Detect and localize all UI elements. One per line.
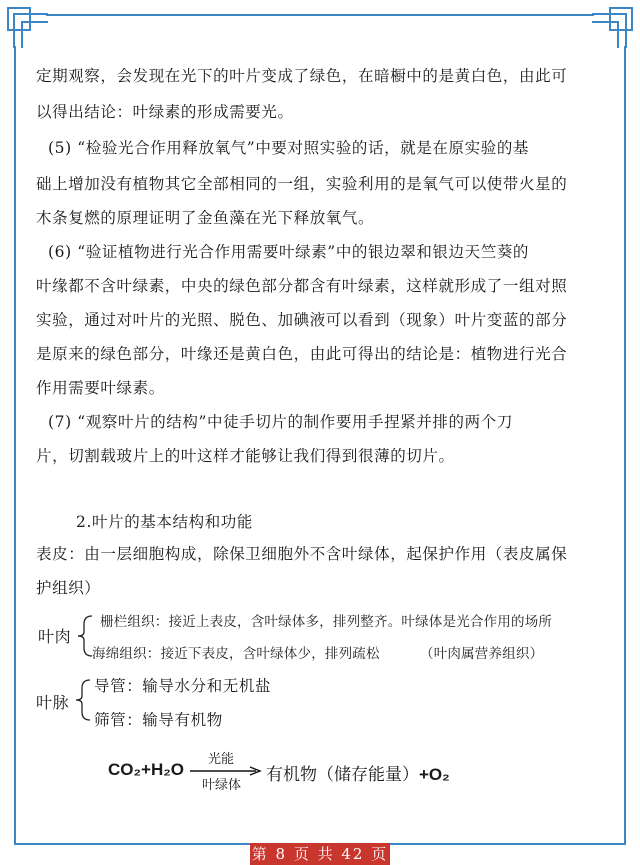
epidermis-line: 护组织） [36,579,101,597]
text-line: (6) “验证植物进行光合作用需要叶绿素”中的银边翠和银边天竺葵的 [48,243,530,261]
text-line: 定期观察，会发现在光下的叶片变成了绿色，在暗橱中的是黄白色，由此可 [36,67,568,85]
formula-reactants: CO₂+H₂O [108,760,185,779]
formula-products [266,760,450,785]
corner-ornament-top-right [590,4,636,50]
epidermis-line: 表皮：由一层细胞构成，除保卫细胞外不含叶绿体，起保护作用（表皮属保 [36,545,568,563]
text-line: 是原来的绿色部分，叶缘还是黄白色，由此可得出的结论是：植物进行光合 [36,345,568,363]
mesophyll-note: （叶肉属营养组织） [420,646,544,662]
frame-left-border [14,46,16,843]
formula-organic-matter: 有机物（储存能量） [266,765,419,785]
text-line: 作用需要叶绿素。 [36,379,165,397]
frame-top-border [46,14,594,16]
phloem-line: 筛管：输导有机物 [94,711,223,729]
text-line: (7) “观察叶片的结构”中徒手切片的制作要用手捏紧并排的两个刀 [48,413,513,431]
mesophyll-label: 叶肉 [38,627,72,646]
text-line: 以得出结论：叶绿素的形成需要光。 [36,103,294,121]
formula-condition-light: 光能 [208,752,235,767]
palisade-tissue: 栅栏组织：接近上表皮，含叶绿体多，排列整齐。叶绿体是光合作用的场所 [100,614,553,630]
vein-label: 叶脉 [36,693,70,712]
text-line: 木条复燃的原理证明了金鱼藻在光下释放氧气。 [36,209,375,227]
corner-ornament-top-left [4,4,50,50]
text-line: 实验，通过对叶片的光照、脱色、加碘液可以看到（现象）叶片变蓝的部分 [36,311,568,329]
text-line: 叶缘都不含叶绿素，中央的绿色部分都含有叶绿素，这样就形成了一组对照 [36,277,568,295]
text-line: 础上增加没有植物其它全部相同的一组，实验利用的是氧气可以使带火星的 [36,175,568,193]
text-line: (5) “检验光合作用释放氧气”中要对照实验的话，就是在原实验的基 [48,139,530,157]
formula-condition-chloroplast: 叶绿体 [202,778,242,793]
page-number-badge: 第 8 页 共 42 页 [251,845,389,863]
frame-right-border [624,46,626,843]
section-title: 2.叶片的基本结构和功能 [76,513,253,531]
xylem-line: 导管：输导水分和无机盐 [94,677,272,695]
vein-brace [74,674,92,726]
formula-oxygen: +O₂ [419,765,450,784]
text-line: 片，切割载玻片上的叶这样才能够让我们得到很薄的切片。 [36,447,455,465]
spongy-tissue: 海绵组织：接近下表皮，含叶绿体少，排列疏松 [92,646,380,662]
